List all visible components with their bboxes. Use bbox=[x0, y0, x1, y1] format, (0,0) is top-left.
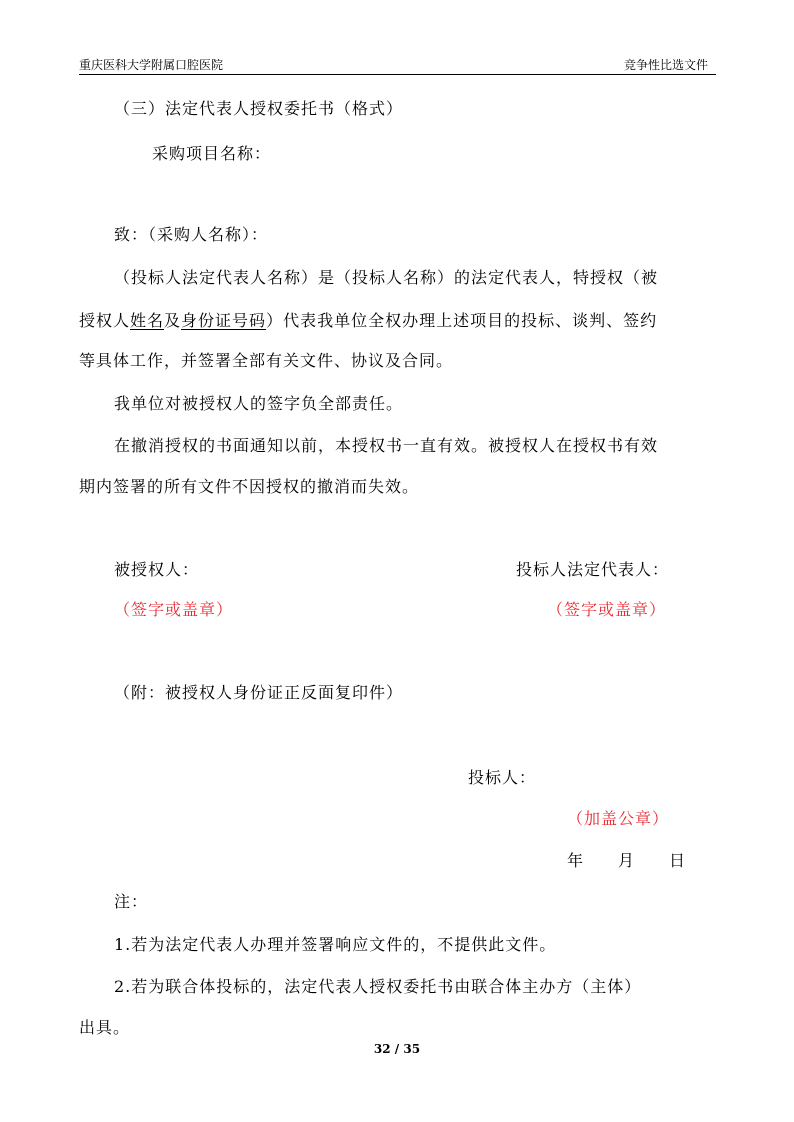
authorization-line-3: 等具体工作，并签署全部有关文件、协议及合同。 bbox=[79, 351, 454, 370]
authorized-name-field: 姓名 bbox=[130, 311, 165, 330]
authorization-line-2-and: 及 bbox=[164, 311, 182, 330]
header-doc-type: 竞争性比选文件 bbox=[623, 58, 708, 72]
section-title: （三）法定代表人授权委托书（格式） bbox=[114, 99, 404, 118]
authorization-line-1: （投标人法定代表人名称）是（投标人名称）的法定代表人，特授权（被 bbox=[114, 268, 659, 287]
notes-heading: 注： bbox=[114, 892, 149, 911]
addressee-line: 致：（采购人名称）： bbox=[114, 225, 269, 244]
legal-representative-label: 投标人法定代表人： bbox=[516, 560, 670, 579]
legal-rep-signature-note: （签字或盖章） bbox=[547, 600, 667, 619]
header-institution: 重庆医科大学附属口腔医院 bbox=[79, 58, 224, 72]
official-seal-note: （加盖公章） bbox=[567, 809, 670, 828]
validity-line-1: 在撤消授权的书面通知以前，本授权书一直有效。被授权人在授权书有效 bbox=[114, 436, 659, 455]
note-2-line-2: 出具。 bbox=[79, 1018, 131, 1037]
authorized-signature-note: （签字或盖章） bbox=[114, 600, 234, 619]
header-divider bbox=[79, 74, 716, 75]
authorized-person-label: 被授权人： bbox=[114, 560, 200, 579]
note-2-line-1: 2.若为联合体投标的，法定代表人授权委托书由联合体主办方（主体） bbox=[114, 977, 642, 996]
project-name-label: 采购项目名称： bbox=[152, 144, 272, 163]
authorization-line-2-post: ）代表我单位全权办理上述项目的投标、谈判、签约 bbox=[266, 311, 658, 330]
authorization-line-2-pre: 授权人 bbox=[79, 311, 131, 330]
authorized-id-field: 身份证号码 bbox=[181, 311, 267, 330]
attachment-note: （附：被授权人身份证正反面复印件） bbox=[114, 683, 404, 702]
date-line: 年 月 日 bbox=[567, 851, 687, 870]
bidder-label: 投标人： bbox=[468, 768, 537, 787]
note-1: 1.若为法定代表人办理并签署响应文件的，不提供此文件。 bbox=[114, 935, 557, 954]
authorization-line-2 bbox=[79, 312, 657, 330]
responsibility-statement: 我单位对被授权人的签字负全部责任。 bbox=[114, 394, 404, 413]
validity-line-2: 期内签署的所有文件不因授权的撤消而失效。 bbox=[79, 477, 420, 496]
page-number: 32 / 35 bbox=[373, 1042, 421, 1056]
